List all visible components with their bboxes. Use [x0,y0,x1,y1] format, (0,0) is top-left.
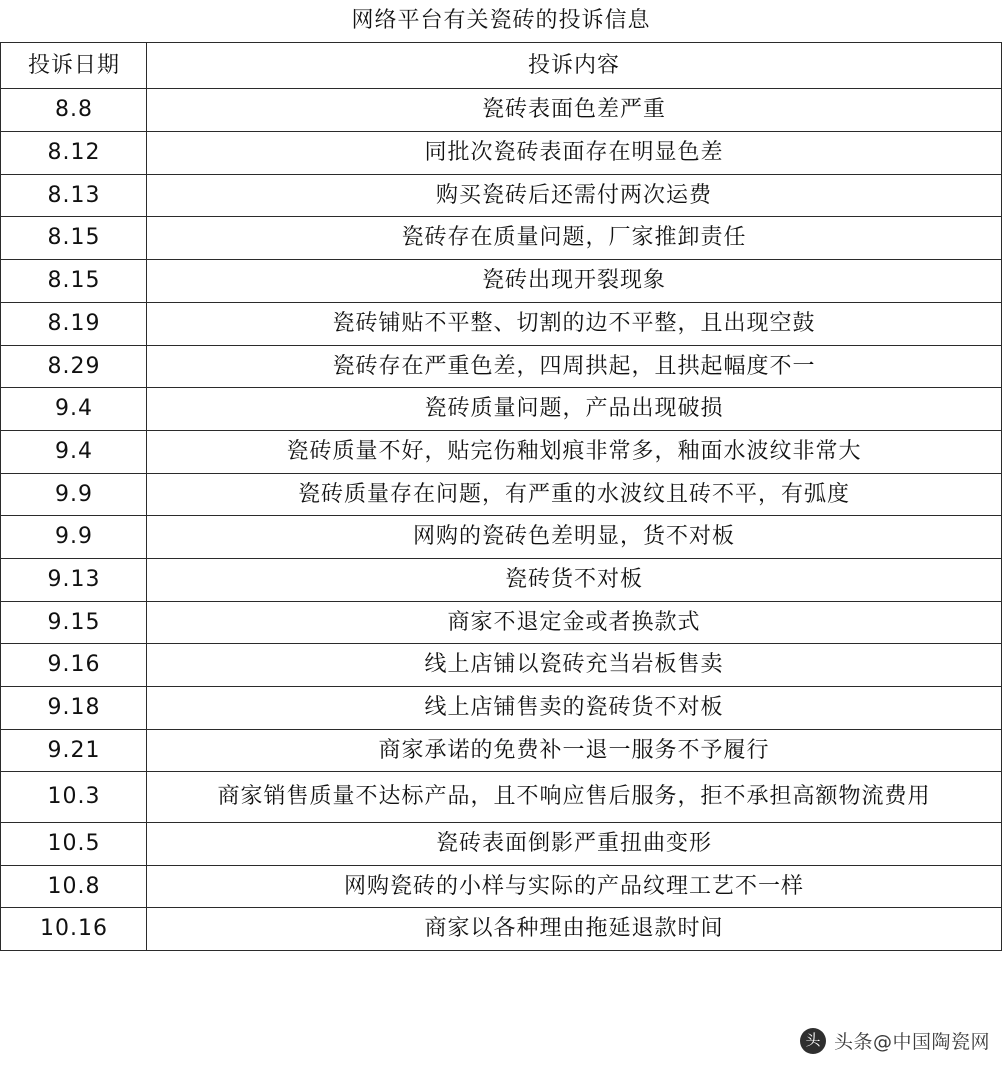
cell-content: 商家不退定金或者换款式 [147,601,1001,644]
cell-date: 9.4 [1,388,147,431]
cell-date: 9.13 [1,558,147,601]
cell-date: 10.16 [1,908,147,951]
cell-content: 商家承诺的免费补一退一服务不予履行 [147,729,1001,772]
cell-date: 8.8 [1,89,147,132]
watermark [796,1025,994,1056]
cell-date: 9.15 [1,601,147,644]
table-body [1,0,1001,951]
table-row [1,302,1001,345]
column-header-date: 投诉日期 [1,42,147,89]
cell-date: 9.4 [1,430,147,473]
cell-date: 10.3 [1,772,147,823]
table-title-row [1,0,1001,42]
table-row [1,430,1001,473]
table-row [1,644,1001,687]
table-row [1,217,1001,260]
cell-date: 9.21 [1,729,147,772]
watermark-text: 头条@中国陶瓷网 [833,1031,990,1053]
table-row [1,558,1001,601]
table-row [1,772,1001,823]
table-row [1,908,1001,951]
table-row [1,89,1001,132]
cell-date: 8.15 [1,260,147,303]
table-row [1,687,1001,730]
cell-content: 瓷砖质量存在问题，有严重的水波纹且砖不平，有弧度 [147,473,1001,516]
cell-content: 瓷砖表面色差严重 [147,89,1001,132]
table-row [1,865,1001,908]
table-header-row [1,42,1001,89]
cell-date: 10.8 [1,865,147,908]
table-row [1,388,1001,431]
cell-content: 线上店铺以瓷砖充当岩板售卖 [147,644,1001,687]
cell-date: 10.5 [1,823,147,866]
cell-content: 线上店铺售卖的瓷砖货不对板 [147,687,1001,730]
table-row [1,260,1001,303]
cell-content: 瓷砖存在质量问题，厂家推卸责任 [147,217,1001,260]
cell-date: 9.9 [1,473,147,516]
cell-content: 瓷砖货不对板 [147,558,1001,601]
page-title: 网络平台有关瓷砖的投诉信息 [1,0,1001,42]
cell-date: 8.15 [1,217,147,260]
cell-date: 8.19 [1,302,147,345]
cell-date: 9.9 [1,516,147,559]
table-row [1,601,1001,644]
cell-date: 8.29 [1,345,147,388]
cell-date: 9.18 [1,687,147,730]
table-row [1,823,1001,866]
cell-content: 网购的瓷砖色差明显，货不对板 [147,516,1001,559]
table-row [1,132,1001,175]
cell-content: 商家销售质量不达标产品，且不响应售后服务，拒不承担高额物流费用 [147,772,1001,823]
cell-content: 瓷砖表面倒影严重扭曲变形 [147,823,1001,866]
table-row [1,516,1001,559]
cell-content: 瓷砖质量不好，贴完伤釉划痕非常多，釉面水波纹非常大 [147,430,1001,473]
app-logo-icon: 头 [800,1028,826,1054]
table-row [1,473,1001,516]
cell-date: 8.12 [1,132,147,175]
cell-content: 商家以各种理由拖延退款时间 [147,908,1001,951]
cell-content: 同批次瓷砖表面存在明显色差 [147,132,1001,175]
cell-date: 9.16 [1,644,147,687]
cell-content: 瓷砖出现开裂现象 [147,260,1001,303]
cell-date: 8.13 [1,174,147,217]
cell-content: 网购瓷砖的小样与实际的产品纹理工艺不一样 [147,865,1001,908]
cell-content: 瓷砖存在严重色差，四周拱起，且拱起幅度不一 [147,345,1001,388]
table-row [1,345,1001,388]
table-row [1,174,1001,217]
column-header-content: 投诉内容 [147,42,1001,89]
cell-content: 瓷砖质量问题，产品出现破损 [147,388,1001,431]
table-row [1,729,1001,772]
cell-content: 瓷砖铺贴不平整、切割的边不平整，且出现空鼓 [147,302,1001,345]
cell-content: 购买瓷砖后还需付两次运费 [147,174,1001,217]
